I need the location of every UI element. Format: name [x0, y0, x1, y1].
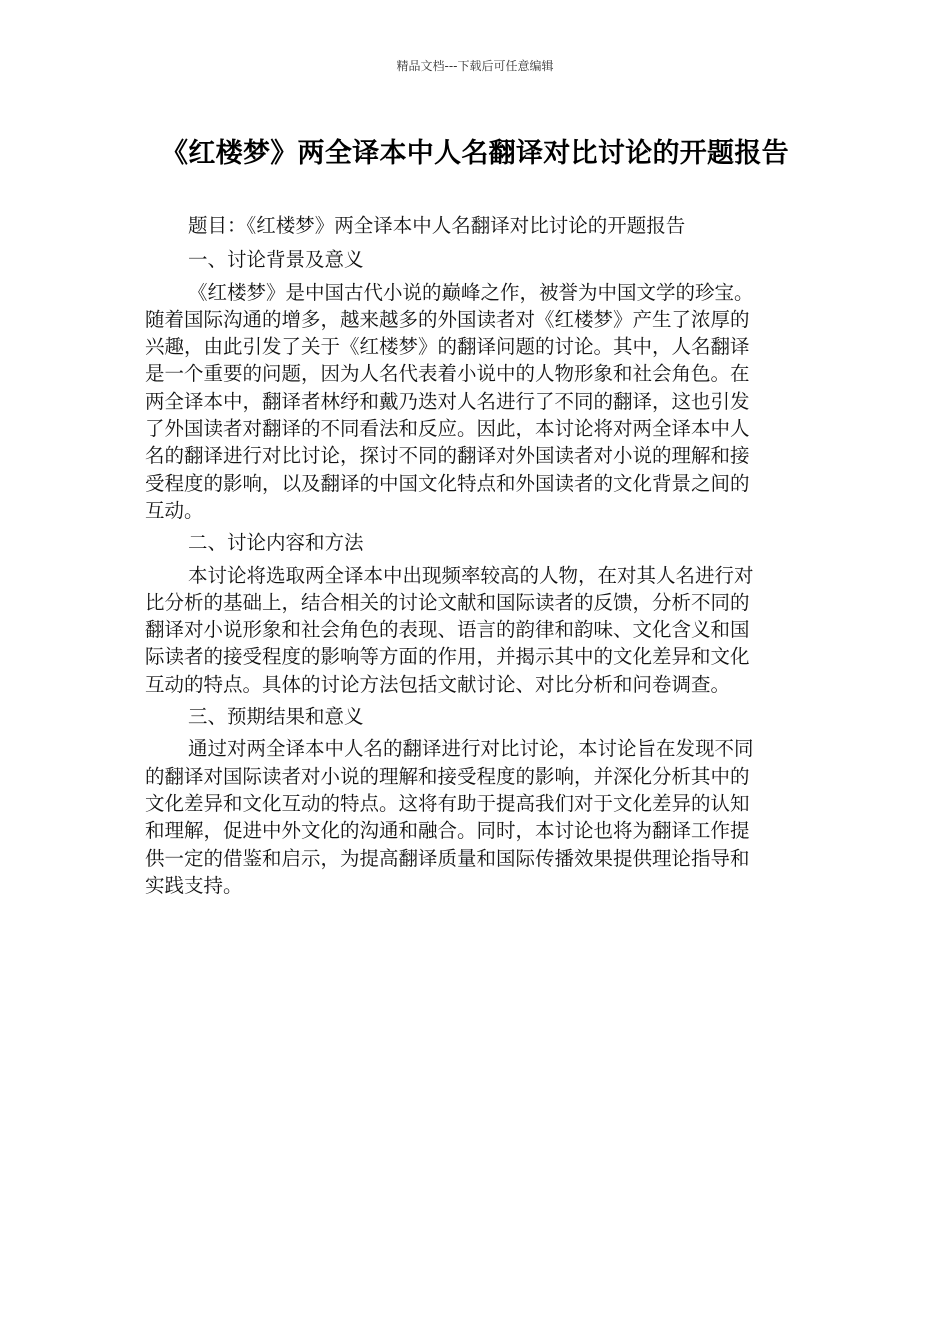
section2-heading: 二、讨论内容和方法	[188, 531, 364, 555]
document-body	[145, 212, 791, 904]
paragraph-line: 供一定的借鉴和启示，为提高翻译质量和国际传播效果提供理论指导和	[145, 846, 750, 870]
paragraph-line: 本讨论将选取两全译本中出现频率较高的人物，在对其人名进行对	[188, 563, 754, 587]
paragraph-line: 翻译对小说形象和社会角色的表现、语言的韵律和韵味、文化含义和国	[145, 618, 750, 642]
paragraph-line: 《红楼梦》是中国古代小说的巅峰之作，被誉为中国文学的珍宝。	[188, 280, 754, 304]
paragraph-line: 际读者的接受程度的影响等方面的作用，并揭示其中的文化差异和文化	[145, 645, 750, 669]
paragraph-line: 了外国读者对翻译的不同看法和反应。因此，本讨论将对两全译本中人	[145, 417, 750, 441]
paragraph-line: 比分析的基础上，结合相关的讨论文献和国际读者的反馈，分析不同的	[145, 590, 750, 614]
paragraph-line: 是一个重要的问题，因为人名代表着小说中的人物形象和社会角色。在	[145, 362, 750, 386]
paragraph-line: 的翻译对国际读者对小说的理解和接受程度的影响，并深化分析其中的	[145, 764, 750, 788]
subject-line: 题目：《红楼梦》两全译本中人名翻译对比讨论的开题报告	[188, 214, 686, 237]
section3-heading: 三、预期结果和意义	[188, 705, 364, 729]
document-title: 《红楼梦》两全译本中人名翻译对比讨论的开题报告	[161, 138, 789, 169]
paragraph-line: 名的翻译进行对比讨论，探讨不同的翻译对外国读者对小说的理解和接	[145, 444, 750, 468]
paragraph-line: 文化差异和文化互动的特点。这将有助于提高我们对于文化差异的认知	[145, 791, 750, 815]
paragraph-line: 随着国际沟通的增多，越来越多的外国读者对《红楼梦》产生了浓厚的	[145, 307, 750, 331]
section3-paragraph	[145, 735, 791, 899]
section2-paragraph	[145, 562, 791, 698]
page-header-text: 精品文档---下载后可任意编辑	[396, 59, 554, 73]
paragraph-line: 兴趣，由此引发了关于《红楼梦》的翻译问题的讨论。其中，人名翻译	[145, 335, 750, 359]
paragraph-line: 实践支持。	[145, 873, 243, 897]
paragraph-line: 互动的特点。具体的讨论方法包括文献讨论、对比分析和问卷调查。	[145, 672, 731, 696]
section1-heading: 一、讨论背景及意义	[188, 248, 364, 272]
paragraph-line: 受程度的影响，以及翻译的中国文化特点和外国读者的文化背景之间的	[145, 471, 750, 495]
paragraph-line: 互动。	[145, 498, 204, 522]
paragraph-line: 两全译本中，翻译者林纾和戴乃迭对人名进行了不同的翻译，这也引发	[145, 389, 750, 413]
section1-paragraph	[145, 279, 791, 525]
paragraph-line: 通过对两全译本中人名的翻译进行对比讨论，本讨论旨在发现不同	[188, 737, 754, 761]
paragraph-line: 和理解，促进中外文化的沟通和融合。同时，本讨论也将为翻译工作提	[145, 819, 750, 843]
